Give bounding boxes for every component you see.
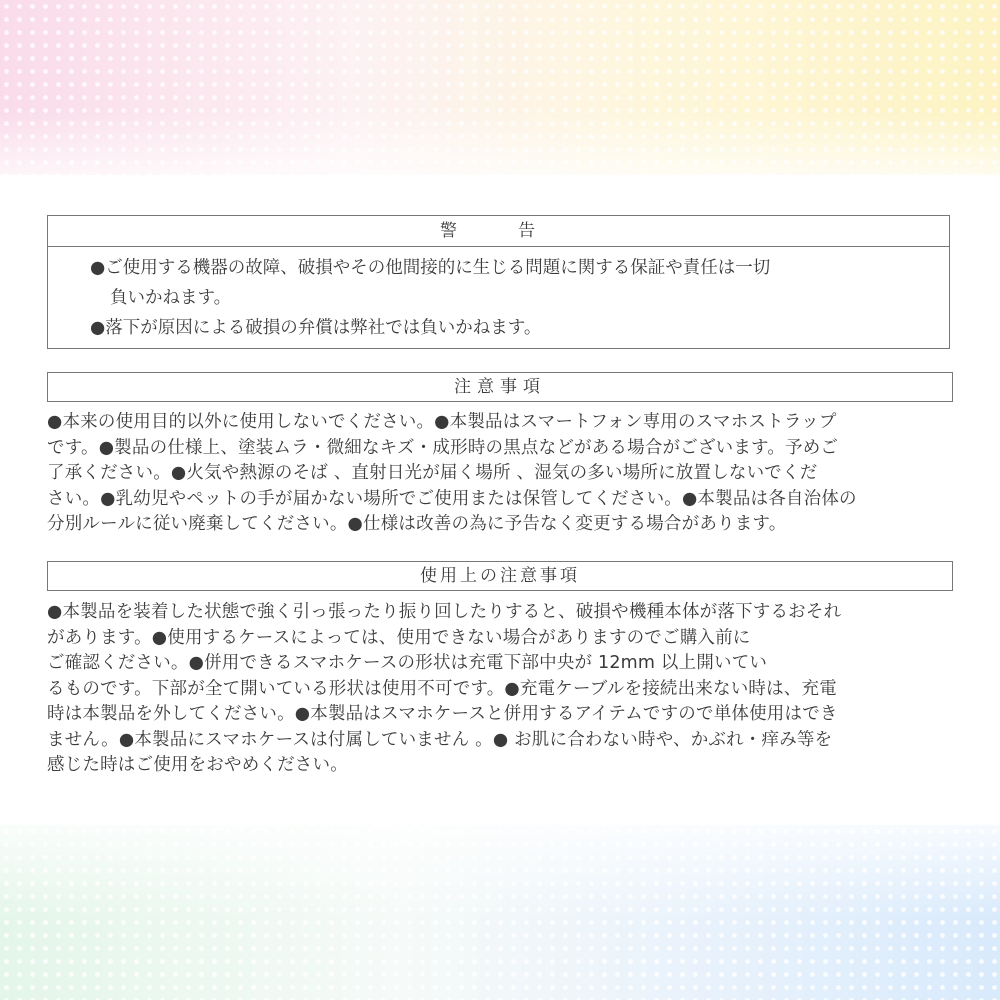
warning-item-text: ●落下が原因による破損の弁償は弊社では負いかねます。 xyxy=(90,318,542,338)
usage-cautions-line: ません。●本製品にスマホケースは付属していません 。● お肌に合わない時や、かぶれ・痒み等を xyxy=(47,729,833,750)
cautions-line: ●本来の使用目的以外に使用しないでください。●本製品はスマートフォン専用のスマホストラップ xyxy=(47,412,837,432)
cautions-line: 了承ください。●火気や熱源のそば 、直射日光が届く場所 、湿気の多い場所に放置しないでくだ xyxy=(47,463,818,483)
usage-cautions-paragraph xyxy=(47,600,957,779)
usage-cautions-line: 感じた時はご使用をおやめください。 xyxy=(47,755,348,775)
usage-cautions-line: ご確認ください。●併用できるスマホケースの形状は充電下部中央が 12mm 以上開いてい xyxy=(47,653,768,673)
cautions-line: さい。●乳幼児やペットの手が届かない場所でご使用または保管してください。●本製品は各自治体の xyxy=(47,488,857,509)
cautions-line: 分別ルールに従い廃棄してください。●仕様は改善の為に予告なく変更する場合があります。 xyxy=(47,514,787,534)
usage-cautions-line: るものです。下部が全て開いている形状は使用不可です。●充電ケーブルを接続出来ない時は、充電 xyxy=(47,678,837,699)
warning-box xyxy=(47,215,950,349)
warning-item-continuation: 負いかねます。 xyxy=(110,288,232,308)
usage-cautions-line: があります。●使用するケースによっては、使用できない場合がありますのでご購入前に xyxy=(47,627,751,648)
cautions-heading: 注意事項 xyxy=(47,372,953,402)
usage-cautions-heading: 使用上の注意事項 xyxy=(47,561,953,591)
warning-item xyxy=(90,313,939,343)
warning-item xyxy=(90,253,939,313)
warning-title: 警 告 xyxy=(48,216,949,247)
usage-cautions-line: ●本製品を装着した状態で強く引っ張ったり振り回したりすると、破損や機種本体が落下するおそれ xyxy=(47,602,842,622)
usage-cautions-line: 時は本製品を外してください。●本製品はスマホケースと併用するアイテムですので単体使用はでき xyxy=(47,704,838,724)
cautions-paragraph xyxy=(47,410,957,538)
warning-item-text: ●ご使用する機器の故障、破損やその他間接的に生じる問題に関する保証や責任は一切 xyxy=(90,258,771,278)
cautions-line: です。●製品の仕様上、塗装ムラ・微細なキズ・成形時の黒点などがある場合がございます。予めご xyxy=(47,437,839,458)
warning-body xyxy=(48,247,949,343)
